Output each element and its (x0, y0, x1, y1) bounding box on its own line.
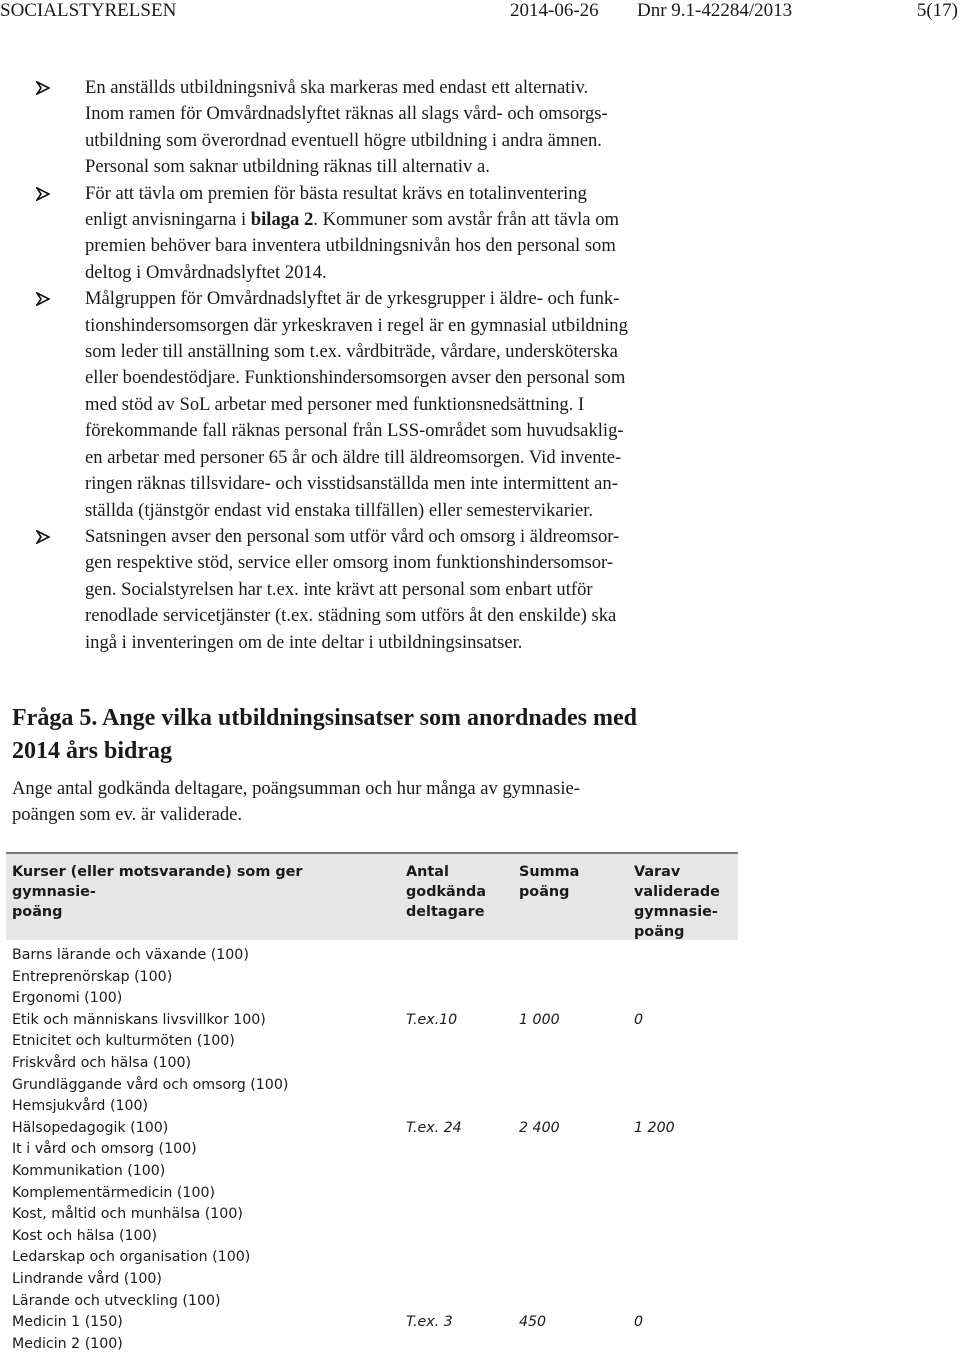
bullet-line: förekommande fall räknas personal från LSS-området som huvudsaklig- (85, 420, 624, 442)
bullet-line: gen. Socialstyrelsen har t.ex. inte krävt att personal som enbart utför (85, 578, 593, 600)
bullet-line: gen respektive stöd, service eller omsorg inom funktionshindersomsor- (85, 552, 614, 574)
table-row (6, 1031, 738, 1053)
bullet-line: För att tävla om premien för bästa resultat krävs en totalinventering (85, 182, 587, 204)
table-row (6, 988, 738, 1010)
table-row (6, 1053, 738, 1075)
question-description-line: Ange antal godkända deltagare, poängsumman och hur många av gymnasie- (12, 778, 580, 799)
bullet-item (36, 181, 736, 287)
bullet-item (36, 524, 736, 656)
table-row (6, 1334, 738, 1355)
cell-course: Hemsjukvård (100) (12, 1098, 149, 1115)
table-row (6, 1204, 738, 1226)
question-heading-line: Fråga 5. Ange vilka utbildningsinsatser som anordnades med (12, 705, 637, 731)
bullet-line: ingå i inventeringen om de inte deltar i utbildningsinsatser. (85, 631, 523, 653)
question-heading (12, 702, 742, 768)
cell-course: Kost, måltid och munhälsa (100) (12, 1206, 243, 1223)
column-header-courses (12, 862, 382, 922)
header-line: deltagare (406, 904, 485, 920)
cell-course: Komplementärmedicin (100) (12, 1184, 216, 1201)
document-date: 2014-06-26 (510, 0, 599, 21)
bullet-line: Satsningen avser den personal som utför vård och omsorg i äldreomsor- (85, 525, 620, 547)
cell-course: Medicin 2 (100) (12, 1335, 123, 1352)
cell-participants: T.ex. 24 (406, 1119, 462, 1136)
table-row (6, 1161, 738, 1183)
bullet-line: premien behöver bara inventera utbildningsnivån hos den personal som (85, 235, 616, 257)
cell-course: Etnicitet och kulturmöten (100) (12, 1033, 235, 1050)
column-header-participants (406, 862, 506, 922)
table-row (6, 1247, 738, 1269)
cell-course: Etik och människans livsvillkor 100) (12, 1011, 266, 1028)
cell-participants: T.ex.10 (406, 1011, 458, 1028)
column-header-validated (634, 862, 734, 942)
cell-validated: 0 (634, 1314, 644, 1331)
page-number: 5(17) (916, 0, 958, 21)
cell-course: Entreprenörskap (100) (12, 968, 173, 985)
bullet-line: som leder till anställning som t.ex. vårdbiträde, vårdare, undersköterska (85, 341, 618, 363)
question-description (12, 776, 712, 829)
course-table (6, 852, 738, 1355)
arrow-bullet-icon (36, 530, 50, 544)
cell-course: Lärande och utveckling (100) (12, 1292, 221, 1309)
table-row (6, 1075, 738, 1097)
header-line: poäng (12, 904, 63, 920)
header-line: poäng (634, 924, 685, 940)
bullet-line: Målgruppen för Omvårdnadslyftet är de yrkesgrupper i äldre- och funk- (85, 288, 620, 310)
bullet-text: . Kommuner som avstår från att tävla om (313, 209, 619, 231)
cell-course: It i vård och omsorg (100) (12, 1141, 197, 1158)
cell-course: Grundläggande vård och omsorg (100) (12, 1076, 289, 1093)
table-row (6, 967, 738, 989)
cell-participants: T.ex. 3 (406, 1314, 453, 1331)
table-row (6, 1226, 738, 1248)
question-description-line: poängen som ev. är validerade. (12, 804, 243, 826)
bullet-line: deltog i Omvårdnadslyftet 2014. (85, 261, 327, 283)
cell-validated: 1 200 (634, 1119, 675, 1136)
table-row (6, 1096, 738, 1118)
cell-course: Barns lärande och växande (100) (12, 947, 249, 963)
page-header (0, 0, 960, 24)
arrow-bullet-icon (36, 292, 50, 306)
cell-course: Lindrande vård (100) (12, 1270, 162, 1287)
bullet-line: tionshindersomsorgen där yrkeskraven i regel är en gymnasial utbildning (85, 314, 628, 336)
header-line: Kurser (eller motsvarande) som ger gymnasie- (12, 864, 303, 900)
bullet-line: utbildning som överordnad eventuell högre utbildning i andra ämnen. (85, 129, 602, 151)
cell-points-sum: 2 400 (519, 1119, 560, 1136)
bullet-item (36, 75, 736, 181)
cell-course: Hälsopedagogik (100) (12, 1119, 169, 1136)
cell-course: Friskvård och hälsa (100) (12, 1054, 192, 1071)
column-header-points-sum (519, 862, 619, 902)
bullet-item (36, 286, 736, 524)
bullet-text: enligt anvisningarna i (85, 209, 251, 231)
arrow-bullet-icon (36, 187, 50, 201)
table-header (6, 852, 738, 940)
question-heading-line: 2014 års bidrag (12, 738, 173, 764)
cell-course: Kost och hälsa (100) (12, 1227, 158, 1244)
header-line: Summa (519, 864, 580, 880)
arrow-bullet-icon (36, 81, 50, 95)
bullet-line: ringen räknas tillsvidare- och visstidsanställda men inte intermittent an- (85, 473, 618, 495)
table-row (6, 1139, 738, 1161)
bullet-line: renodlade servicetjänster (t.ex. städning som utförs åt den enskilde) ska (85, 605, 617, 627)
cell-course: Ledarskap och organisation (100) (12, 1249, 251, 1266)
cell-points-sum: 1 000 (519, 1011, 560, 1028)
table-row (6, 1183, 738, 1205)
table-row (6, 1269, 738, 1291)
table-row (6, 1312, 738, 1334)
cell-course: Kommunikation (100) (12, 1162, 166, 1179)
bullet-line: en arbetar med personer 65 år och äldre till äldreomsorgen. Vid invente- (85, 446, 622, 468)
cell-course: Ergonomi (100) (12, 990, 123, 1007)
bullet-line: eller boendestödjare. Funktionshindersomsorgen avser den personal som (85, 367, 626, 389)
table-row (6, 945, 738, 967)
attachment-reference: bilaga 2 (250, 209, 314, 231)
document-number: Dnr 9.1-42284/2013 (637, 0, 793, 21)
bullet-line: En anställds utbildningsnivå ska markeras med endast ett alternativ. (85, 77, 589, 98)
header-line: gymnasie- (634, 904, 718, 920)
bullet-line (85, 207, 736, 233)
table-row (6, 1010, 738, 1032)
bullet-line: med stöd av SoL arbetar med personer med funktionsnedsättning. I (85, 393, 585, 415)
cell-course: Medicin 1 (150) (12, 1314, 123, 1331)
header-line: godkända (406, 884, 487, 900)
organization-name: SOCIALSTYRELSEN (0, 0, 177, 21)
bullet-line: ställda (tjänstgör endast vid enstaka tillfällen) eller semestervikarier. (85, 499, 594, 521)
header-line: Varav (634, 864, 681, 880)
cell-points-sum: 450 (519, 1314, 547, 1331)
bullet-list (36, 75, 736, 656)
table-body (6, 940, 738, 1355)
bullet-line: Personal som saknar utbildning räknas till alternativ a. (85, 156, 490, 178)
cell-validated: 0 (634, 1011, 644, 1028)
header-line: Antal (406, 864, 449, 880)
table-row (6, 1118, 738, 1140)
header-line: validerade (634, 884, 720, 900)
bullet-line: Inom ramen för Omvårdnadslyftet räknas all slags vård- och omsorgs- (85, 103, 608, 125)
header-line: poäng (519, 884, 570, 900)
table-row (6, 1291, 738, 1313)
